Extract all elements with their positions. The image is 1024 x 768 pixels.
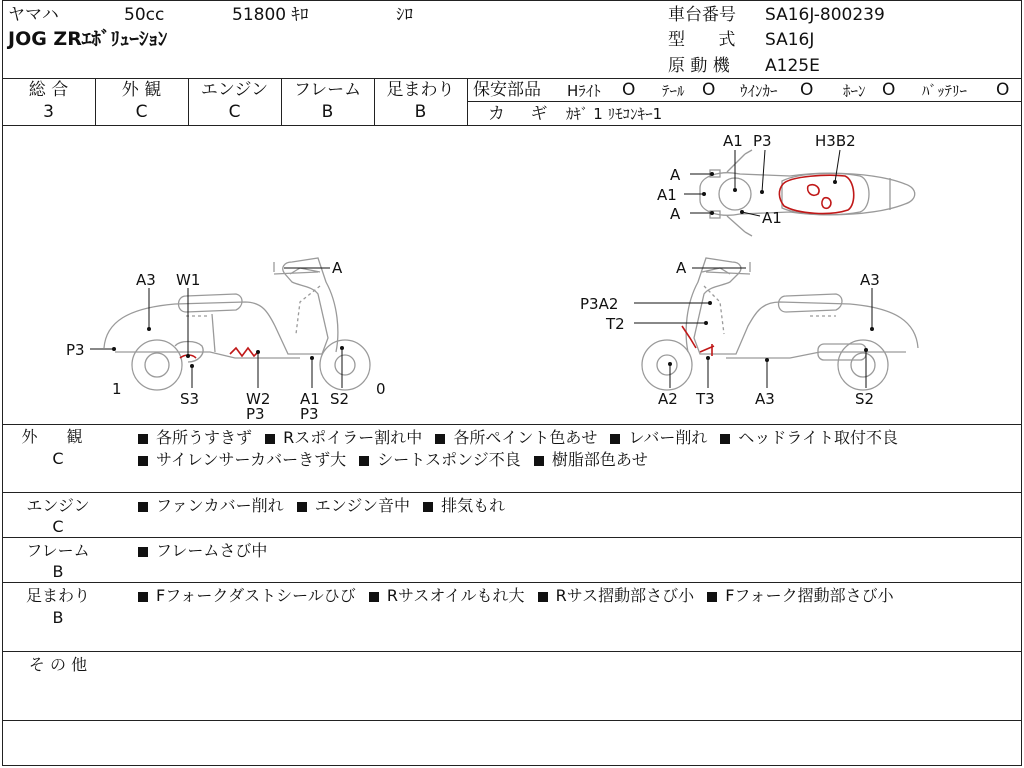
diagram-label: A3 — [860, 271, 880, 289]
grade-value: C — [228, 102, 241, 122]
section-title: フレーム — [26, 541, 90, 560]
diagram-label: P3 — [753, 132, 772, 150]
comment-item: 樹脂部色あせ — [532, 450, 648, 469]
divider — [2, 78, 1022, 79]
grade-label: 外 観 — [121, 80, 162, 100]
bullet-square-icon — [138, 502, 148, 512]
bullet-square-icon — [720, 434, 730, 444]
section-comments — [136, 585, 1016, 607]
bullet-square-icon — [423, 502, 433, 512]
bullet-square-icon — [435, 434, 445, 444]
safety-item-mark: O — [882, 80, 896, 100]
divider — [2, 582, 1022, 583]
safety-item-mark: O — [800, 80, 814, 100]
diagram-label: A1 — [300, 390, 320, 408]
diagram-label: A — [332, 259, 343, 277]
comment-item: Rスポイラー割れ中 — [263, 428, 422, 447]
bullet-square-icon — [138, 592, 148, 602]
safety-item-name: ﾎｰﾝ — [843, 82, 866, 100]
diagram-label: A3 — [755, 390, 775, 408]
maker: ヤマハ — [8, 5, 59, 25]
safety-label: 保安部品 — [473, 80, 541, 100]
bullet-square-icon — [538, 592, 548, 602]
diagram-label: A2 — [658, 390, 678, 408]
diagram-label: H3B2 — [815, 132, 856, 150]
diagram-label: A1 — [657, 186, 677, 204]
bullet-square-icon — [359, 456, 369, 466]
diagram-label: A1 — [762, 209, 782, 227]
key-label: カ ギ — [488, 104, 558, 124]
safety-item-name: ﾊﾞｯﾃﾘｰ — [922, 82, 968, 100]
section-grade: B — [52, 562, 64, 581]
diagram-label: A1 — [723, 132, 743, 150]
bullet-square-icon — [707, 592, 717, 602]
bullet-square-icon — [138, 456, 148, 466]
bullet-square-icon — [369, 592, 379, 602]
mileage: 51800 ｷﾛ — [232, 5, 309, 25]
grade-label: 総 合 — [28, 80, 69, 100]
comment-item: サイレンサーカバーきず大 — [136, 450, 346, 469]
divider — [2, 537, 1022, 538]
bullet-square-icon — [610, 434, 620, 444]
section-comments — [136, 495, 1016, 517]
section-grade: B — [52, 608, 64, 627]
comment-item: フレームさび中 — [136, 541, 267, 560]
grade-label: フレーム — [293, 80, 362, 100]
diagram-label: 0 — [376, 380, 386, 398]
divider — [2, 720, 1022, 721]
bullet-square-icon — [265, 434, 275, 444]
diagram-label: T2 — [606, 315, 625, 333]
divider — [2, 651, 1022, 652]
grade-label: エンジン — [200, 80, 269, 100]
safety-item-mark: O — [622, 80, 636, 100]
damage-marks — [180, 175, 854, 358]
divider — [2, 424, 1022, 425]
comment-item: Rサス摺動部さび小 — [536, 586, 694, 605]
diagram-label: P3 — [246, 405, 265, 423]
safety-item-mark: O — [996, 80, 1010, 100]
diagram-label: P3A2 — [580, 295, 619, 313]
divider — [467, 78, 468, 125]
inspection-diagram — [0, 126, 1024, 424]
body-color: ｼﾛ — [396, 5, 413, 25]
comment-item: ファンカバー削れ — [136, 496, 284, 515]
divider — [467, 101, 1022, 102]
engine-value: A125E — [765, 56, 820, 76]
diagram-label: T3 — [696, 390, 715, 408]
diagram-label: A3 — [136, 271, 156, 289]
displacement: 50cc — [124, 5, 165, 25]
comment-item: ヘッドライト取付不良 — [718, 428, 898, 447]
model-name: JOG ZRｴﾎﾞﾘｭｰｼｮﾝ — [8, 28, 168, 50]
frame-no-label: 車台番号 — [668, 5, 736, 25]
comment-item: Rサスオイルもれ大 — [367, 586, 525, 605]
grade-value: B — [321, 102, 334, 122]
grade-value: C — [135, 102, 148, 122]
bullet-square-icon — [138, 434, 148, 444]
diagram-label: A — [670, 205, 681, 223]
safety-item-name: Hﾗｲﾄ — [567, 82, 601, 100]
section-title: エンジン — [26, 496, 90, 515]
diagram-label: S2 — [855, 390, 875, 408]
diagram-label: P3 — [300, 405, 319, 423]
section-comments — [136, 427, 1016, 471]
comment-item: レバー削れ — [608, 428, 707, 447]
type-label: 型 式 — [668, 30, 750, 50]
bullet-square-icon — [138, 547, 148, 557]
comment-item: 排気もれ — [421, 496, 505, 515]
diagram-label: W1 — [176, 271, 201, 289]
leader-dots — [112, 172, 874, 368]
section-title: そ の 他 — [28, 655, 88, 674]
grade-label: 足まわり — [386, 80, 455, 100]
section-grade: C — [52, 449, 64, 468]
diagram-label: S2 — [330, 390, 350, 408]
diagram-label: W2 — [246, 390, 271, 408]
safety-item-name: ﾃｰﾙ — [662, 82, 685, 100]
grade-value: 3 — [43, 102, 54, 122]
comment-item: シートスポンジ不良 — [357, 450, 520, 469]
comment-item: 各所ペイント色あせ — [433, 428, 597, 447]
key-value: ｶｷﾞ 1 ﾘﾓｺﾝｷｰ1 — [566, 105, 663, 123]
diagram-label: S3 — [180, 390, 200, 408]
comment-item: Fフォークダストシールひび — [136, 586, 356, 605]
section-title: 外 観 — [21, 427, 95, 446]
bullet-square-icon — [534, 456, 544, 466]
diagram-label: P3 — [66, 341, 85, 359]
divider — [2, 492, 1022, 493]
comment-item: 各所うすきず — [136, 428, 252, 447]
section-comments — [136, 540, 1016, 562]
engine-label: 原 動 機 — [668, 56, 730, 76]
diagram-label: A — [670, 166, 681, 184]
scooter-top-view — [700, 150, 915, 236]
diagram-label: 1 — [112, 380, 122, 398]
safety-item-mark: O — [702, 80, 716, 100]
bullet-square-icon — [297, 502, 307, 512]
comment-item: Fフォーク摺動部さび小 — [705, 586, 893, 605]
frame-no: SA16J-800239 — [765, 5, 885, 25]
type-value: SA16J — [765, 30, 815, 50]
safety-item-name: ｳｲﾝｶｰ — [740, 82, 778, 100]
section-grade: C — [52, 517, 64, 536]
comment-item: エンジン音中 — [295, 496, 410, 515]
grade-value: B — [414, 102, 427, 122]
diagram-label: A — [676, 259, 687, 277]
section-title: 足まわり — [25, 586, 90, 605]
